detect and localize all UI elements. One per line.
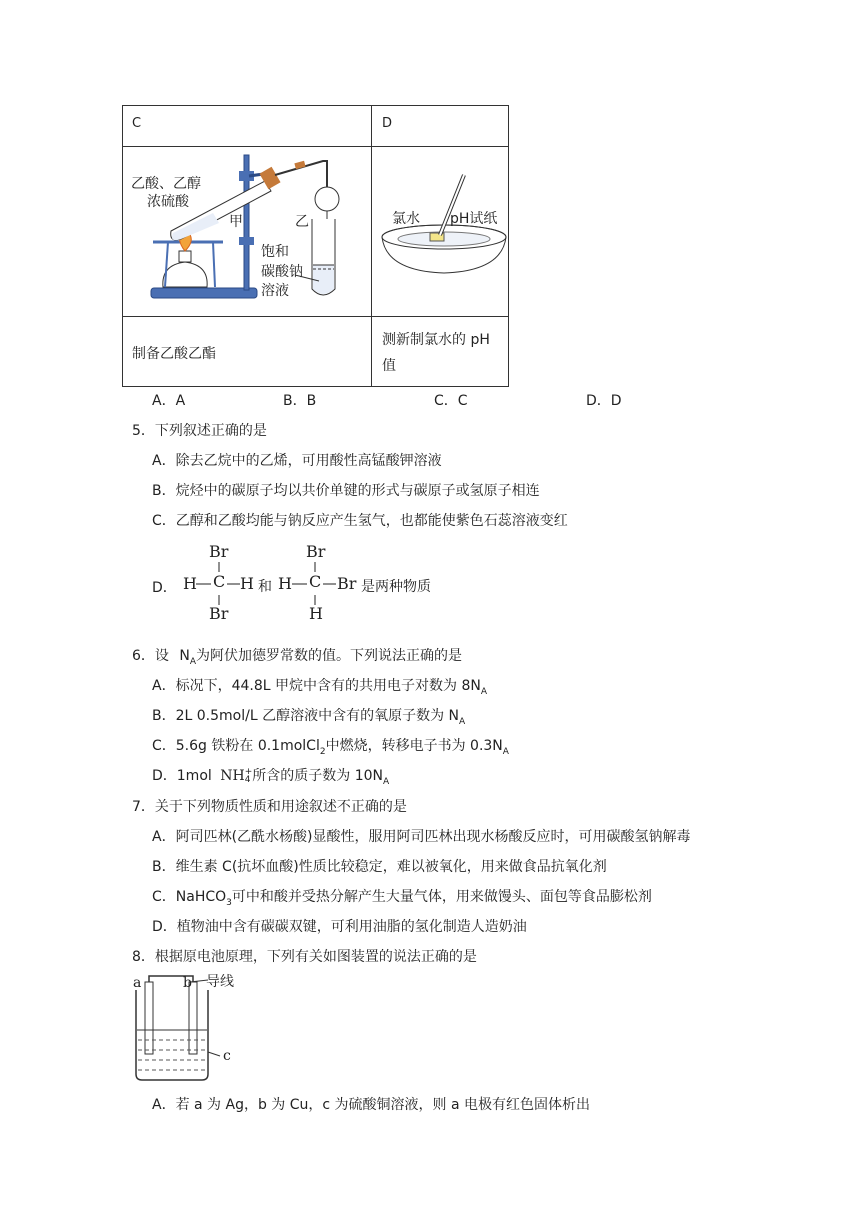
q6-stem (132, 645, 462, 667)
label-ph-paper: pH试纸 (450, 211, 498, 227)
q6-option-a-text: A．标况下，44.8L 甲烷中含有的共用电子对数为 8N (152, 678, 481, 694)
q6-option-b-sub: A (459, 716, 466, 727)
label-chlorine-water: 氯水 (392, 211, 420, 227)
q6-option-d-sub: A (383, 776, 390, 787)
q6-option-c-suffix: 中燃烧，转移电子书为 0.3N (325, 738, 503, 754)
cell-figure-c (122, 146, 372, 317)
q6-option-a (152, 675, 487, 697)
mol1-bottom: Br (209, 604, 229, 623)
q6-option-d-prefix: D．1mol (152, 768, 212, 784)
mol2-left: H (278, 574, 292, 593)
q5-option-d-suffix: 是两种物质 (361, 579, 431, 595)
caption-c: 制备乙酸乙酯 (132, 346, 216, 362)
q8-option-a: A．若 a 为 Ag，b 为 Cu，c 为硫酸铜溶液，则 a 电极有红色固体析出 (152, 1097, 591, 1113)
mol1-right: H (240, 574, 254, 593)
ph-test-figure (372, 147, 508, 316)
label-electrode-b: b (183, 975, 192, 991)
q6-option-c-sub2: 2 (319, 746, 326, 757)
q4-option-b: B．B (283, 393, 317, 409)
mol2-bottom: H (309, 604, 323, 623)
label-tube-jia: 甲 (229, 214, 243, 230)
q6-option-d-ion-sub: 4 (244, 775, 251, 785)
q5-stem: 5．下列叙述正确的是 (132, 423, 267, 439)
cell-figure-d (371, 146, 509, 317)
q6-stem-na: N (179, 648, 190, 664)
mol2-bonds (276, 560, 356, 608)
q6-option-b-text: B．2L 0.5mol/L 乙醇溶液中含有的氧原子数为 N (152, 708, 460, 724)
header-d: D (382, 116, 393, 131)
mol1-center: C (213, 572, 226, 591)
q4-option-a: A．A (152, 393, 186, 409)
q6-stem-na-sub: A (189, 656, 197, 667)
q7-option-a: A．阿司匹林(乙酰水杨酸)显酸性，服用阿司匹林出现水杨酸反应时，可用碳酸氢钠解毒 (152, 829, 691, 845)
q6-option-b (152, 705, 465, 727)
cell-caption-d (371, 316, 509, 387)
q7-option-c-suffix: 可中和酸并受热分解产生大量气体，用来做馒头、面包等食品膨松剂 (231, 889, 652, 905)
q6-stem-suffix: 为阿伏加德罗常数的值。下列说法正确的是 (196, 648, 463, 664)
mol2-right: Br (337, 574, 357, 593)
label-wire: 导线 (206, 974, 234, 990)
cell-header-d (371, 105, 509, 147)
q7-option-c-prefix: C．NaHCO (152, 889, 227, 905)
caption-d-line1: 测新制氯水的 pH (382, 332, 490, 348)
q5-option-a: A．除去乙烷中的乙烯，可用酸性高锰酸钾溶液 (152, 453, 442, 469)
cell-caption-c (122, 316, 372, 387)
label-reagents-2: 浓硫酸 (147, 194, 189, 210)
q6-option-c (152, 735, 509, 757)
label-reagents-1: 乙酸、乙醇 (131, 176, 201, 192)
q7-option-d: D．植物油中含有碳碳双键，可利用油脂的氢化制造人造奶油 (152, 919, 527, 935)
q6-option-d-ion: NH (220, 768, 245, 784)
q5-option-b: B．烷烃中的碳原子均以共价单键的形式与碳原子或氢原子相连 (152, 483, 540, 499)
q6-option-d-suffix: 所含的质子数为 10N (252, 768, 383, 784)
mol1-left: H (183, 574, 197, 593)
mol2-center: C (309, 572, 322, 591)
q4-option-d: D．D (586, 393, 622, 409)
cell-header-c (122, 105, 372, 147)
q6-option-c-sub: A (502, 746, 509, 757)
q6-option-d (152, 765, 389, 787)
q7-stem: 7．关于下列物质性质和用途叙述不正确的是 (132, 799, 407, 815)
q6-option-a-sub: A (480, 686, 487, 697)
q6-option-d-ion-sup: + (244, 767, 253, 777)
mol1-bonds (180, 560, 260, 608)
q5-option-d-and: 和 (258, 579, 272, 595)
q5-option-c: C．乙醇和乙酸均能与钠反应产生氢气，也都能使紫色石蕊溶液变红 (152, 513, 568, 529)
q4-option-c: C．C (434, 393, 468, 409)
experiment-table (122, 105, 509, 387)
label-solution-c: c (223, 1048, 231, 1064)
q8-stem: 8．根据原电池原理，下列有关如图装置的说法正确的是 (132, 949, 477, 965)
label-electrode-a: a (133, 975, 142, 991)
q5-option-d-prefix: D． (152, 580, 177, 596)
mol1-top: Br (209, 542, 229, 561)
q7-option-c-sub: 3 (226, 897, 232, 908)
q7-option-b: B．维生素 C(抗坏血酸)性质比较稳定，难以被氧化，用来做食品抗氧化剂 (152, 859, 607, 875)
mol2-top: Br (306, 542, 326, 561)
q7-option-c (152, 886, 652, 908)
header-c: C (132, 116, 142, 131)
label-solution-2: 碳酸钠 (261, 264, 303, 280)
label-solution-1: 饱和 (261, 244, 289, 260)
q6-stem-prefix: 6．设 (132, 648, 169, 664)
label-solution-3: 溶液 (261, 283, 289, 299)
label-tube-yi: 乙 (295, 214, 309, 230)
q6-option-c-prefix: C．5.6g 铁粉在 0.1molCl (152, 738, 320, 754)
caption-d-line2: 值 (382, 358, 396, 374)
